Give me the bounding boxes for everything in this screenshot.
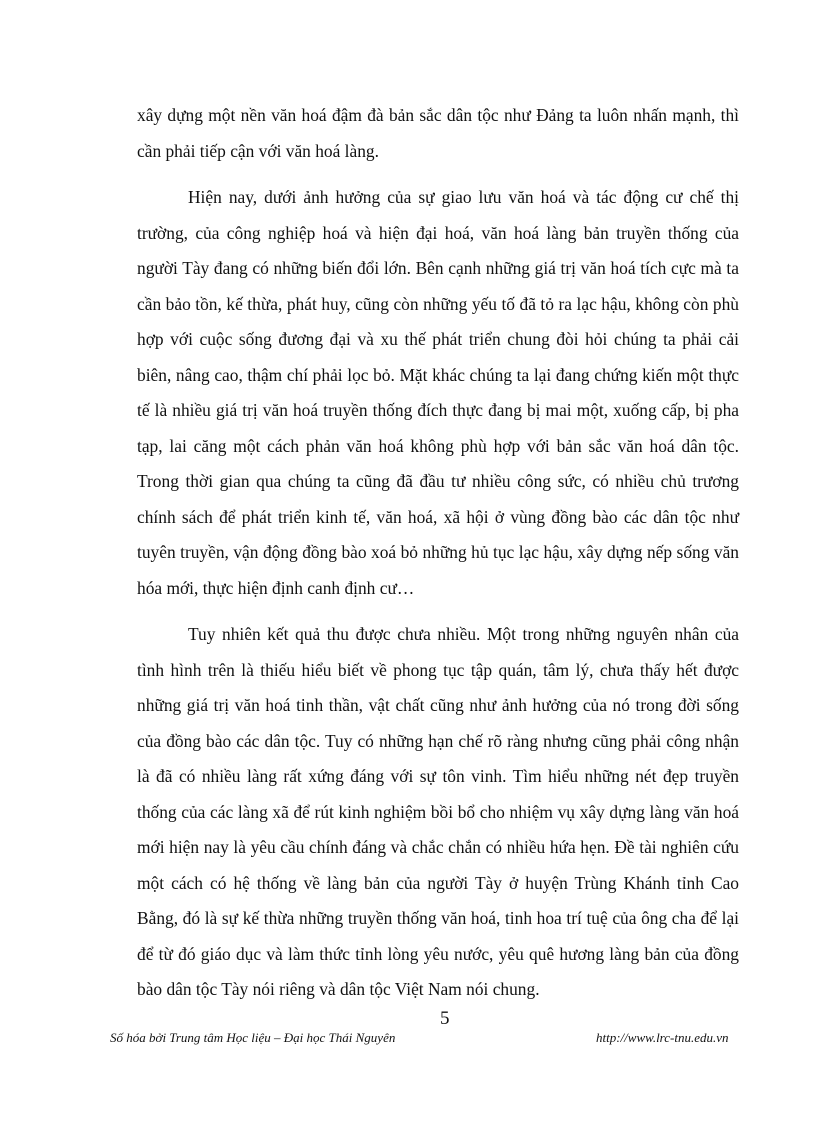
footer-source-text: Số hóa bởi Trung tâm Học liệu – Đại học Thái Nguyên (110, 1030, 396, 1045)
paragraph-results: Tuy nhiên kết quả thu được chưa nhiều. Một trong những nguyên nhân của tình hình trên là thiếu hiểu biết về phong tục tập quán, tâm lý, chưa thấy hết được những giá trị văn hoá tinh thần, vật chất cũng như ảnh hưởng của nó trong đời sống của đồng bào các dân tộc. Tuy có những hạn chế rõ ràng nhưng cũng phải công nhận là đã có nhiều làng rất xứng đáng với sự tôn vinh. Tìm hiểu những nét đẹp truyền thống của các làng xã để rút kinh nghiệm bồi bổ cho nhiệm vụ xây dựng làng văn hoá mới hiện nay là yêu cầu chính đáng và chắc chắn có nhiều hứa hẹn. Đề tài nghiên cứu một cách có hệ thống về làng bản của người Tày ở huyện Trùng Khánh tỉnh Cao Bằng, đó là sự kế thừa những truyền thống văn hoá, tinh hoa trí tuệ của ông cha để lại để từ đó giáo dục và làm thức tỉnh lòng yêu nước, yêu quê hương làng bản của đồng bào dân tộc Tày nói riêng và dân tộc Việt Nam nói chung. (137, 624, 739, 999)
paragraph-continuation: xây dựng một nền văn hoá đậm đà bản sắc dân tộc như Đảng ta luôn nhấn mạnh, thì cần phải tiếp cận với văn hoá làng. (137, 105, 739, 161)
paragraph-current-situation: Hiện nay, dưới ảnh hưởng của sự giao lưu văn hoá và tác động cư chế thị trường, của công nghiệp hoá và hiện đại hoá, văn hoá làng bản truyền thống của người Tày đang có những biến đổi lớn. Bên cạnh những giá trị văn hoá tích cực mà ta cần bảo tồn, kế thừa, phát huy, cũng còn những yếu tố đã tỏ ra lạc hậu, không còn phù hợp với cuộc sống đương đại và xu thế phát triển chung đòi hỏi chúng ta phải cải biên, nâng cao, thậm chí phải lọc bỏ. Mặt khác chúng ta lại đang chứng kiến một thực tế là nhiều giá trị văn hoá truyền thống đích thực đang bị mai một, xuống cấp, bị pha tạp, lai căng một cách phản văn hoá không phù hợp với bản sắc văn hoá dân tộc. Trong thời gian qua chúng ta cũng đã đầu tư nhiều công sức, có nhiều chủ trương chính sách để phát triển kinh tế, văn hoá, xã hội ở vùng đồng bào các dân tộc như tuyên truyền, vận động đồng bào xoá bỏ những hủ tục lạc hậu, xây dựng nếp sống văn hóa mới, thực hiện định canh định cư… (137, 187, 739, 598)
footer-url[interactable]: http://www.lrc-tnu.edu.vn (596, 1030, 729, 1045)
page-number: 5 (440, 1008, 450, 1029)
document-body (137, 98, 739, 1008)
